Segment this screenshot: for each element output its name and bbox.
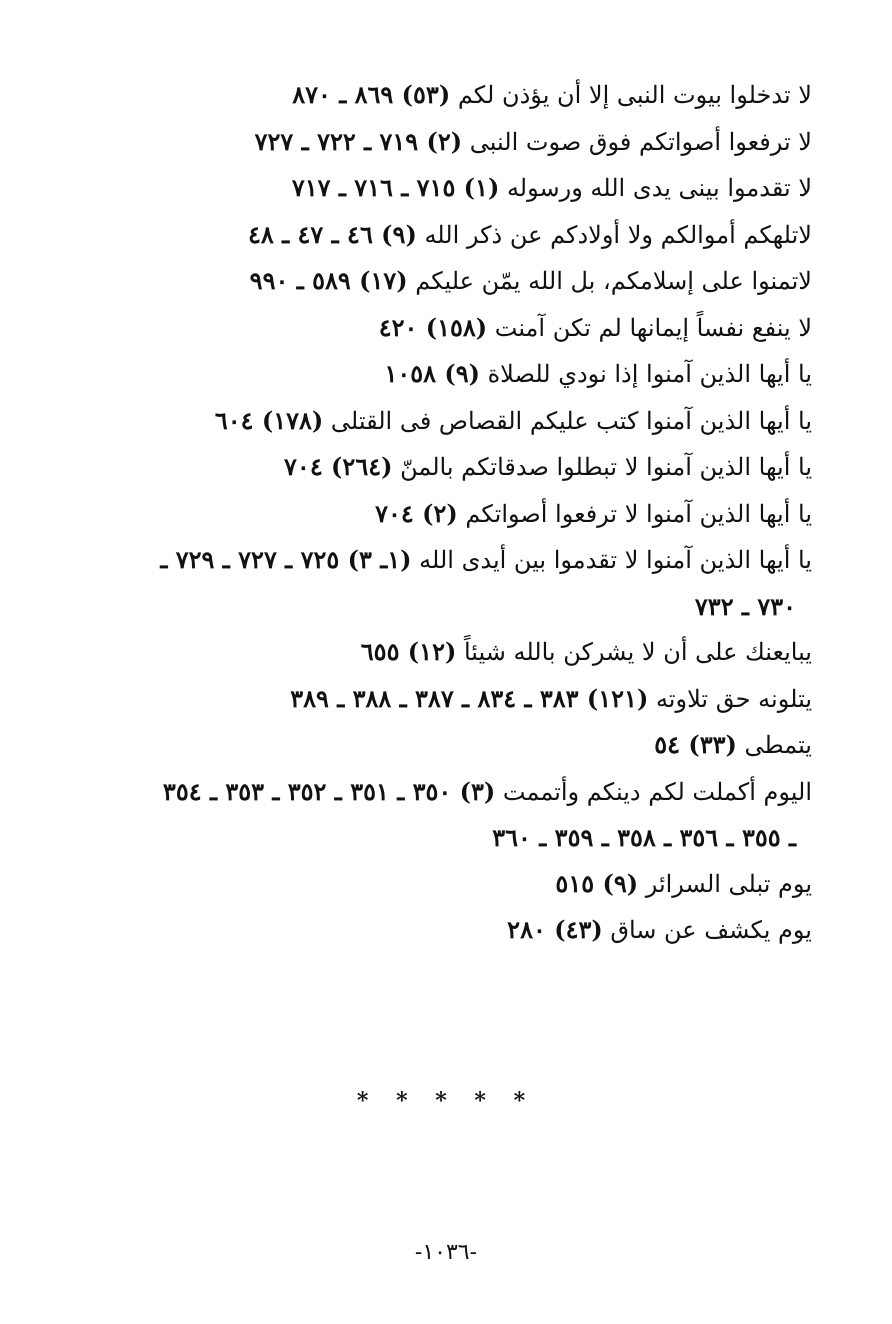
index-entry (70, 351, 812, 398)
index-entry (70, 72, 812, 119)
entry-references: (١٢١) ٣٨٣ ـ ٨٣٤ ـ ٣٨٧ ـ ٣٨٨ ـ ٣٨٩ (290, 683, 649, 713)
entry-phrase: لا تدخلوا بيوت النبى إلا أن يؤذن لكم (457, 81, 812, 109)
entry-phrase: يتمطى (744, 731, 812, 759)
entry-phrase: لا ينفع نفساً إيمانها لم تكن آمنت (494, 313, 812, 342)
entry-references: (١٥٨) ٤٢٠ (378, 312, 488, 342)
entry-references: (٣٣) ٥٤ (654, 730, 737, 759)
entry-phrase: يوم تبلى السرائر (645, 869, 812, 898)
index-entry (70, 491, 812, 538)
index-entry (70, 398, 812, 445)
index-entry (70, 861, 812, 908)
entry-phrase: يا أيها الذين آمنوا إذا نودي للصلاة (487, 360, 812, 388)
entry-references: (١ـ ٣) ٧٢٥ ـ ٧٢٧ ـ ٧٢٩ ـ (160, 545, 412, 574)
entry-references: (١٧) ٥٨٩ ـ ٩٩٠ (249, 266, 408, 295)
entry-references: (١٢) ٦٥٥ (360, 637, 457, 666)
entry-references: (١) ٧١٥ ـ ٧١٦ ـ ٧١٧ (291, 173, 500, 202)
entry-references: (٣) ٣٥٠ ـ ٣٥١ ـ ٣٥٢ ـ ٣٥٣ ـ ٣٥٤ (162, 776, 496, 806)
entry-references: (٩) ١٠٥٨ (384, 359, 480, 388)
entry-references: (٤٣) ٢٨٠ (507, 915, 603, 944)
entry-phrase: لاتمنوا على إسلامكم، بل الله يمّن عليكم (415, 267, 812, 295)
entry-references: (٩) ٥١٥ (555, 868, 639, 898)
index-entries (70, 72, 812, 954)
index-entry (70, 258, 812, 305)
entry-references-continued: ـ ٣٥٥ ـ ٣٥٦ ـ ٣٥٨ ـ ٣٥٩ ـ ٣٦٠ (492, 823, 796, 852)
index-entry (70, 907, 812, 954)
index-entry (70, 676, 812, 723)
index-entry (70, 629, 812, 676)
page-number: -١٠٣٦- (414, 1240, 478, 1265)
index-entry (70, 119, 812, 166)
index-entry (70, 537, 812, 629)
entry-references: (٢) ٧٠٤ (375, 498, 458, 528)
entry-phrase: لاتلهكم أموالكم ولا أولادكم عن ذكر الله (424, 220, 812, 249)
index-entry (70, 722, 812, 769)
entry-phrase: يتلونه حق تلاوته (655, 684, 812, 713)
entry-references: (٩) ٤٦ ـ ٤٧ ـ ٤٨ (247, 219, 417, 249)
entry-references-continued: ٧٣٠ ـ ٧٣٢ (694, 591, 796, 621)
index-entry (70, 444, 812, 491)
entry-references: (٢) ٧١٩ ـ ٧٢٢ ـ ٧٢٧ (254, 126, 463, 156)
entry-phrase: لا ترفعوا أصواتكم فوق صوت النبى (469, 127, 812, 156)
index-entry (70, 769, 812, 861)
entry-references: (١٧٨) ٦٠٤ (214, 405, 324, 435)
entry-phrase: يا أيها الذين آمنوا لا ترفعوا أصواتكم (465, 499, 812, 528)
index-entry (70, 212, 812, 259)
index-entry (70, 165, 812, 212)
entry-phrase: يا أيها الذين آمنوا لا تقدموا بين أيدى الله (419, 546, 812, 574)
section-separator: * * * * * (356, 1088, 536, 1114)
entry-references: (٢٦٤) ٧٠٤ (284, 452, 393, 481)
entry-phrase: اليوم أكملت لكم دينكم وأتممت (502, 777, 812, 806)
entry-phrase: يا أيها الذين آمنوا كتب عليكم القصاص فى القتلى (330, 406, 812, 435)
entry-phrase: يا أيها الذين آمنوا لا تبطلوا صدقاتكم بالمنّ (400, 453, 812, 481)
entry-phrase: لا تقدموا بينى يدى الله ورسوله (506, 174, 812, 202)
entry-references: (٥٣) ٨٦٩ ـ ٨٧٠ (292, 80, 451, 109)
entry-phrase: يوم يكشف عن ساق (610, 916, 812, 944)
index-entry (70, 305, 812, 352)
entry-phrase: يبايعنك على أن لا يشركن بالله شيئاً (463, 638, 812, 666)
